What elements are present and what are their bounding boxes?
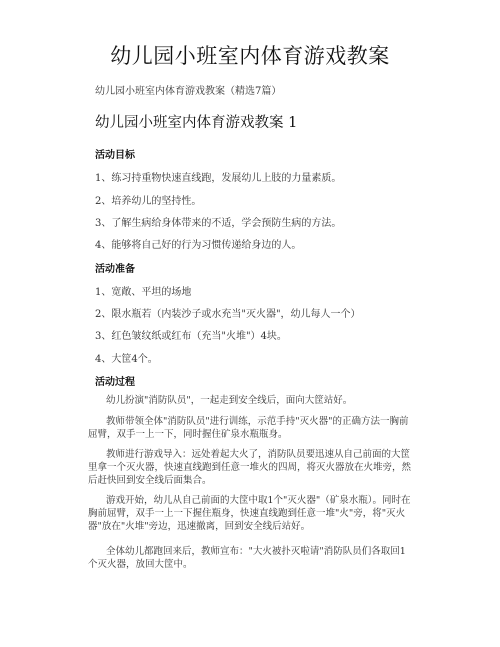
prep-item: 4、大筐4个。 xyxy=(95,354,158,365)
document-subtitle: 幼儿园小班室内体育游戏教案（精选7篇） xyxy=(95,86,282,97)
process-paragraph: 游戏开始，幼儿从自己前面的大筐中取1个"灭火器"（矿泉水瓶）。同时在胸前屈臂，双手一上一下握住瓶身，快速直线跑到任意一堆"火"旁，将"灭火器"放在"火堆"旁边，迅速撤离，回到安全线后站好。 xyxy=(88,495,411,532)
process-paragraph: 教师带领全体"消防队员"进行训练，示范手持"灭火器"的正确方法一胸前屈臂，双手一上一下，同时握住矿泉水瓶瓶身。 xyxy=(88,416,409,440)
prep-item: 3、红色皱纹纸或红布（充当"火堆"）4块。 xyxy=(95,331,287,342)
document-title: 幼儿园小班室内体育游戏教案 xyxy=(110,44,390,68)
goal-item: 4、能够将自己好的行为习惯传递给身边的人。 xyxy=(95,240,302,251)
process-heading: 活动过程 xyxy=(95,377,135,388)
goal-item: 3、了解生病给身体带来的不适，学会预防生病的方法。 xyxy=(95,218,342,229)
process-paragraph: 幼儿扮演"消防队员"，一起走到安全线后，面向大筐站好。 xyxy=(106,395,353,406)
prep-item: 2、限水瓶若（内装沙子或水充当"灭火器"，幼儿每人一个） xyxy=(95,309,361,320)
prep-item: 1、宽敞、平坦的场地 xyxy=(95,287,192,298)
process-paragraph: 教师进行游戏导入：远处着起大火了，消防队员要迅速从自己前面的大筐里拿一个灭火器，快速直线跑到任意一堆火的四周，将灭火器放在火堆旁，然后赶快回到安全线后面集合。 xyxy=(88,449,412,486)
section-title: 幼儿园小班室内体育游戏教案 1 xyxy=(95,115,298,131)
goal-item: 1、练习持重物快速直线跑，发展幼儿上肢的力量素质。 xyxy=(95,173,342,184)
goals-heading: 活动目标 xyxy=(95,150,135,161)
process-paragraph: 全体幼儿都跑回来后，教师宣布："大火被扑灭啦请"消防队员们各取回1个灭火器，放回大筐中。 xyxy=(88,546,406,570)
prep-heading: 活动准备 xyxy=(95,264,135,275)
goal-item: 2、培养幼儿的坚持性。 xyxy=(95,196,202,207)
